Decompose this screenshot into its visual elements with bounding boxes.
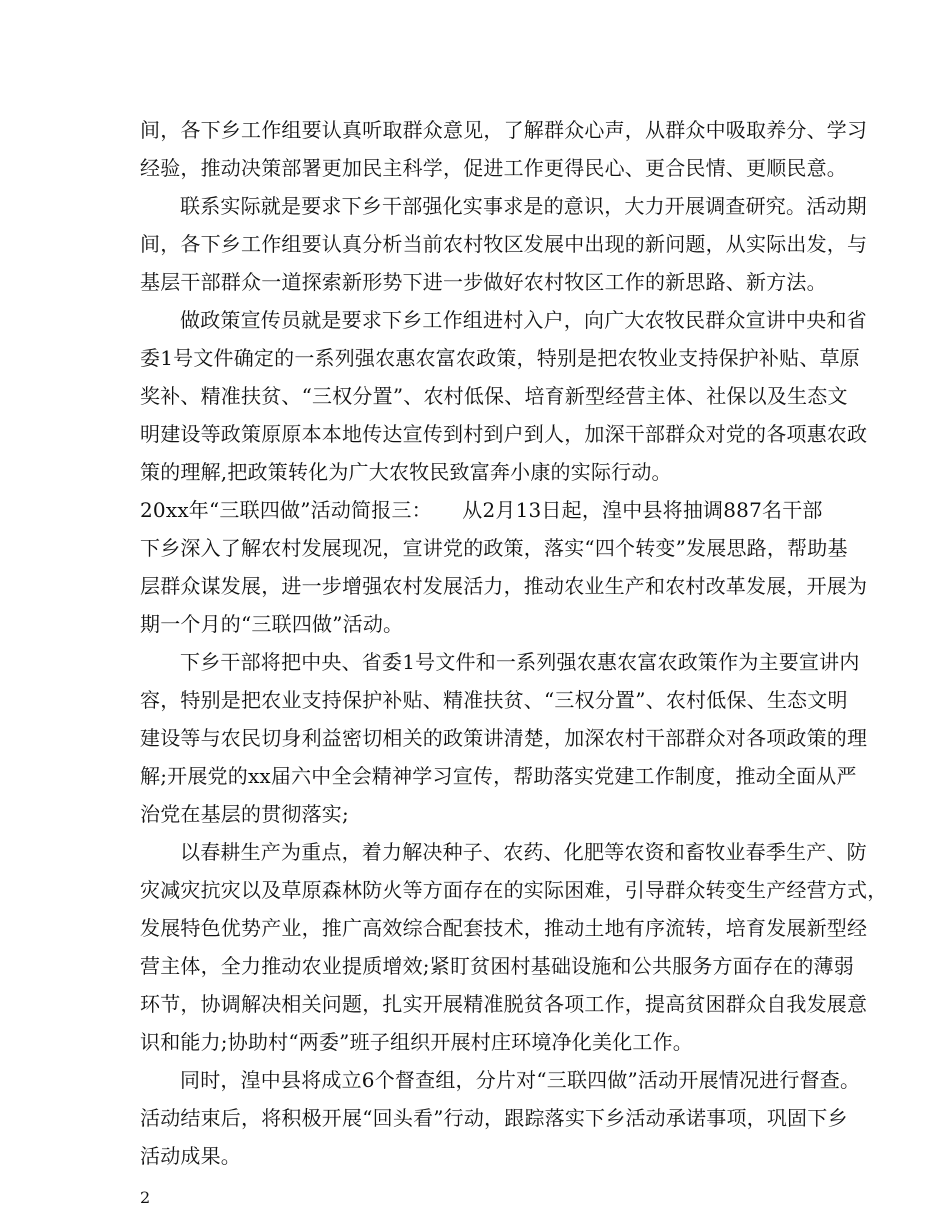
text-line: 环节，协调解决相关问题，扎实开展精准脱贫各项工作，提高贫困群众自我发展意 [140, 992, 868, 1016]
text-line: 营主体，全力推动农业提质增效;紧盯贫困村基础设施和公共服务方面存在的薄弱 [140, 954, 854, 978]
text-line: 基层干部群众一道探索新形势下进一步做好农村牧区工作的新思路、新方法。 [140, 270, 827, 294]
text-line: 明建设等政策原原本本地传达宣传到村到户到人，加深干部群众对党的各项惠农政 [140, 422, 868, 446]
text-line: 期一个月的“三联四做”活动。 [140, 612, 404, 636]
text-line: 委1号文件确定的一系列强农惠农富农政策，特别是把农牧业支持保护补贴、草原 [140, 346, 860, 370]
text-line: 同时，湟中县将成立6个督查组，分片对“三联四做”活动开展情况进行督查。 [180, 1068, 861, 1092]
text-line: 策的理解,把政策转化为广大农牧民致富奔小康的实际行动。 [140, 460, 672, 484]
text-line: 间，各下乡工作组要认真听取群众意见，了解群众心声，从群众中吸取养分、学习 [140, 118, 868, 142]
text-line: 建设等与农民切身利益密切相关的政策讲清楚，加深农村干部群众对各项政策的理 [140, 726, 868, 750]
text-line: 间，各下乡工作组要认真分析当前农村牧区发展中出现的新问题，从实际出发，与 [140, 232, 868, 256]
text-line: 以春耕生产为重点，着力解决种子、农药、化肥等农资和畜牧业春季生产、防 [180, 840, 867, 864]
text-line: 活动结束后，将积极开展“回头看”行动，跟踪落实下乡活动承诺事项，巩固下乡 [140, 1106, 848, 1130]
text-line: 发展特色优势产业，推广高效综合配套技术，推动土地有序流转，培育发展新型经 [140, 916, 868, 940]
text-line: 联系实际就是要求下乡干部强化实事求是的意识，大力开展调查研究。活动期 [180, 194, 867, 218]
text-line: 解;开展党的xx届六中全会精神学习宣传，帮助落实党建工作制度，推动全面从严 [140, 764, 857, 788]
text-line: 识和能力;协助村“两委”班子组织开展村庄环境净化美化工作。 [140, 1030, 693, 1054]
text-line: 下乡干部将把中央、省委1号文件和一系列强农惠农富农政策作为主要宣讲内 [180, 650, 860, 674]
text-line: 做政策宣传员就是要求下乡工作组进村入户，向广大农牧民群众宣讲中央和省 [180, 308, 867, 332]
text-line: 下乡深入了解农村发展现况，宣讲党的政策，落实“四个转变”发展思路，帮助基 [140, 536, 848, 560]
text-line: 奖补、精准扶贫、“三权分置”、农村低保、培育新型经营主体、社保以及生态文 [140, 384, 848, 408]
text-line: 20xx年“三联四做”活动简报三： 从2月13日起，湟中县将抽调887名干部 [140, 498, 823, 522]
page-number: 2 [140, 1188, 151, 1207]
text-line: 容，特别是把农业支持保护补贴、精准扶贫、“三权分置”、农村低保、生态文明 [140, 688, 848, 712]
text-line: 灾减灾抗灾以及草原森林防火等方面存在的实际困难，引导群众转变生产经营方式， [140, 878, 888, 902]
text-line: 经验，推动决策部署更加民主科学，促进工作更得民心、更合民情、更顺民意。 [140, 156, 847, 180]
text-line: 治党在基层的贯彻落实; [140, 802, 349, 826]
text-line: 层群众谋发展，进一步增强农村发展活力，推动农业生产和农村改革发展，开展为 [140, 574, 868, 598]
text-line: 活动成果。 [140, 1144, 241, 1168]
